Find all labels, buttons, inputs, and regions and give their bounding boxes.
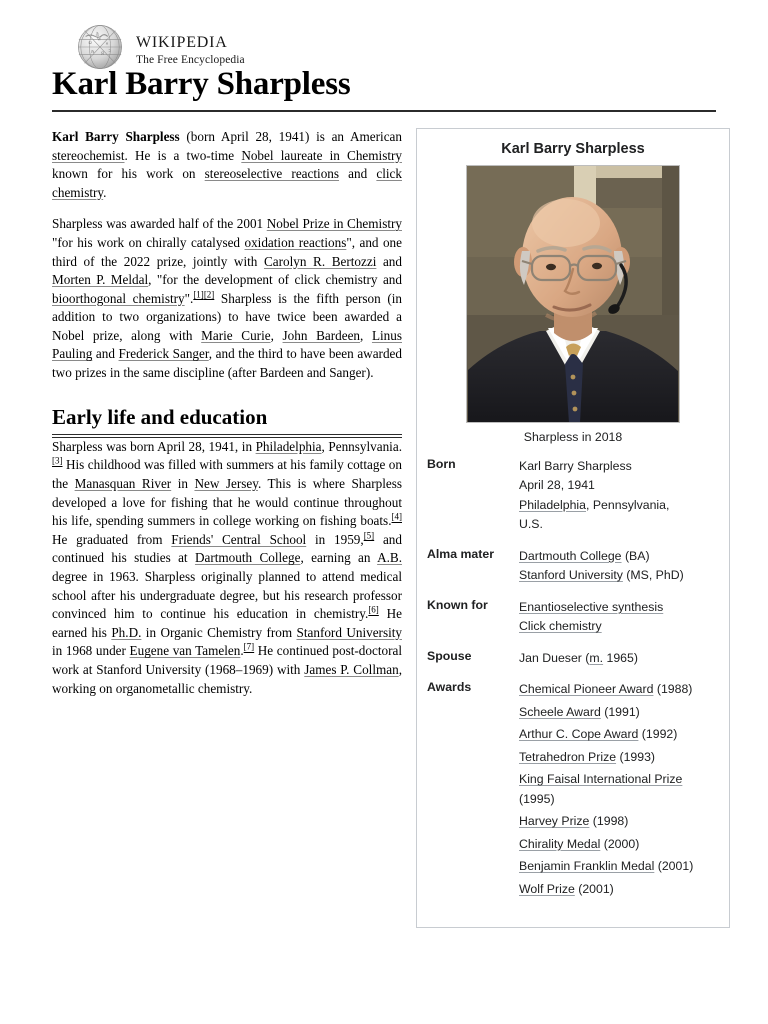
link-enantioselective-synthesis[interactable]: Enantioselective synthesis	[519, 599, 664, 614]
infobox-title: Karl Barry Sharpless	[501, 140, 645, 157]
lead-paragraph-1	[52, 128, 402, 202]
reference-7[interactable]	[244, 642, 255, 652]
text-run: (1998)	[589, 814, 629, 829]
text-run: ,	[360, 327, 372, 343]
reference-link[interactable]: [5]	[363, 530, 375, 541]
link-chemical-pioneer-award[interactable]: Chemical Pioneer Award	[519, 682, 654, 697]
infobox-row-awards	[425, 677, 721, 911]
text-run: Sharpless was awarded half of the 2001	[52, 216, 267, 232]
link-benjamin-franklin-medal[interactable]: Benjamin Franklin Medal	[519, 859, 655, 874]
link-chirality-medal[interactable]: Chirality Medal	[519, 836, 601, 851]
alma-mater-1	[519, 547, 719, 567]
infobox-image-wrap	[425, 165, 721, 425]
text-run: , Pennsylvania,	[586, 497, 670, 512]
text-run: in 1959,	[306, 531, 364, 547]
text-run: degree in 1963. Sharpless originally planned to attend medical school after his undergraduate degree, but his research professor convinced him to continue his education in chemistry.	[52, 569, 402, 622]
text-run: and	[376, 253, 402, 269]
text-run: , "for the development of click chemistry and	[148, 272, 402, 288]
link-harvey-prize[interactable]: Harvey Prize	[519, 814, 590, 829]
page-title: Karl Barry Sharpless	[52, 66, 351, 102]
svg-text:Ω: Ω	[88, 40, 92, 46]
link-phd[interactable]: Ph.D.	[111, 624, 142, 640]
text-run: (1992)	[638, 727, 678, 742]
link-carolyn-bertozzi[interactable]: Carolyn R. Bertozzi	[263, 253, 377, 269]
link-philadelphia-infobox[interactable]: Philadelphia	[519, 497, 587, 512]
infobox-row-born	[425, 454, 721, 544]
text-run: He graduated from	[52, 531, 172, 547]
text-run: , working on organometallic chemistry.	[52, 661, 402, 696]
born-name: Karl Barry Sharpless	[519, 458, 632, 473]
text-run: , Pennsylvania.	[321, 438, 402, 454]
text-run: in	[171, 476, 195, 492]
text-run: , and the third to have been awarded two prizes in the same discipline (after Bardeen and Sanger).	[52, 346, 402, 381]
link-john-bardeen[interactable]: John Bardeen	[282, 327, 361, 343]
link-eugene-van-tamelen[interactable]: Eugene van Tamelen	[129, 643, 241, 659]
link-stereochemist[interactable]: stereochemist	[52, 147, 125, 163]
award-item	[519, 680, 719, 700]
reference-link[interactable]: [1]	[193, 289, 204, 300]
reference-link[interactable]: [4]	[391, 511, 402, 522]
link-linus-pauling[interactable]: Linus Pauling	[52, 327, 402, 362]
site-header	[0, 0, 768, 67]
infobox-value-born	[519, 454, 721, 544]
reference-3[interactable]	[52, 456, 63, 466]
link-oxidation-reactions[interactable]: oxidation reactions	[244, 234, 347, 250]
link-tetrahedron-prize[interactable]: Tetrahedron Prize	[519, 749, 617, 764]
link-frederick-sanger[interactable]: Frederick Sanger	[118, 346, 209, 362]
link-stanford-university-infobox[interactable]: Stanford University	[519, 568, 623, 583]
reference-6[interactable]	[368, 605, 379, 615]
text-run: (born April 28, 1941) is an American	[179, 128, 402, 144]
text-run: His childhood was filled with summers at his family cottage on the	[52, 457, 402, 492]
text-run: ".	[184, 290, 194, 306]
award-item	[519, 703, 719, 723]
link-stereoselective-reactions[interactable]: stereoselective reactions	[204, 166, 340, 182]
svg-text:ב: ב	[108, 47, 111, 53]
infobox-label-known-for: Known for	[427, 597, 488, 612]
infobox-value-alma-mater	[519, 544, 721, 595]
text-run: . This is where Sharpless developed a love for fishing that he would continue throughout his life, spending summers in college working on fishing boats.	[52, 476, 402, 529]
infobox-row-spouse	[425, 646, 721, 678]
text-run: known for his work on	[52, 166, 205, 182]
subject-name: Karl Barry Sharpless	[52, 128, 180, 144]
text-run: Sharpless is the fifth person (in addition to two organizations) to have twice been awarded a Nobel prize, along with	[52, 290, 403, 343]
born-date: April 28, 1941	[519, 478, 595, 493]
link-nobel-prize-chemistry[interactable]: Nobel Prize in Chemistry	[266, 216, 402, 232]
award-item	[519, 835, 719, 855]
infobox-label-spouse: Spouse	[427, 648, 472, 663]
spouse-name: Jan Dueser (	[519, 650, 590, 665]
infobox-label-alma-mater: Alma mater	[427, 546, 494, 561]
title-divider	[52, 110, 716, 112]
text-run: .	[240, 643, 244, 659]
text-run: "for his work on chirally catalysed	[52, 234, 245, 250]
infobox-row-alma-mater	[425, 544, 721, 595]
text-run: (2001)	[574, 881, 614, 896]
spouse-value	[519, 649, 719, 669]
link-nobel-laureate-chemistry[interactable]: Nobel laureate in Chemistry	[241, 147, 402, 163]
wordmark-tagline: The Free Encyclopedia	[136, 54, 245, 67]
content-area	[0, 128, 768, 928]
text-run: Sharpless was born April 28, 1941, in	[52, 438, 256, 454]
reference-link[interactable]: [3]	[52, 456, 63, 467]
infobox-label-born: Born	[427, 456, 456, 471]
svg-text:и: и	[105, 40, 109, 46]
born-country: U.S.	[519, 517, 543, 532]
infobox-value-spouse	[519, 646, 721, 678]
reference-link[interactable]: [6]	[368, 604, 379, 615]
text-run: 1965)	[603, 650, 638, 665]
infobox-row-known-for	[425, 595, 721, 646]
reference-1[interactable]	[193, 289, 214, 299]
svg-text:Я: Я	[100, 50, 104, 56]
infobox-label-awards: Awards	[427, 680, 472, 695]
link-friends-central-school[interactable]: Friends' Central School	[171, 531, 307, 547]
wordmark-text: wikipedia	[136, 27, 228, 53]
text-run: in 1968 under	[52, 643, 130, 659]
portrait-photo[interactable]	[466, 165, 680, 423]
text-run: and continued his studies at	[52, 531, 402, 566]
article-body	[52, 128, 402, 711]
alma-mater-2	[519, 566, 719, 586]
reference-5[interactable]	[364, 530, 375, 540]
text-run: (BA)	[621, 548, 650, 563]
text-run: He earned his	[52, 606, 402, 640]
text-run: and	[92, 346, 119, 362]
link-morten-meldal[interactable]: Morten P. Meldal	[52, 272, 149, 288]
infobox-table	[425, 454, 721, 912]
infobox-column	[416, 128, 730, 928]
text-run: (1991)	[600, 704, 640, 719]
link-marie-curie[interactable]: Marie Curie	[201, 327, 271, 343]
text-run: , earning an	[300, 550, 378, 566]
reference-link[interactable]: [7]	[243, 641, 255, 652]
award-item	[519, 725, 719, 745]
link-scheele-award[interactable]: Scheele Award	[519, 704, 601, 719]
link-philadelphia[interactable]: Philadelphia	[255, 438, 322, 454]
text-run: ,	[270, 327, 283, 343]
text-run: . He is a two-time	[124, 147, 242, 163]
svg-text:W: W	[97, 36, 102, 42]
link-married-abbr[interactable]: m.	[589, 650, 604, 665]
svg-text:ክ: ክ	[91, 48, 94, 54]
reference-link[interactable]: [2]	[203, 289, 215, 300]
award-item	[519, 770, 719, 809]
svg-text:あ: あ	[95, 31, 100, 37]
link-stanford-university[interactable]: Stanford University	[296, 624, 402, 640]
award-item	[519, 857, 719, 877]
known-for-2	[519, 617, 719, 637]
text-run: (1995)	[519, 791, 555, 806]
link-james-collman[interactable]: James P. Collman	[304, 661, 399, 677]
infobox-image-caption: Sharpless in 2018	[523, 429, 623, 444]
link-manasquan-river[interactable]: Manasquan River	[74, 476, 172, 492]
text-run: ", and one third of the 2022 prize, jointly with	[52, 234, 403, 269]
link-ab-degree[interactable]: A.B.	[377, 550, 403, 566]
link-bioorthogonal-chemistry[interactable]: bioorthogonal chemistry	[52, 290, 185, 306]
text-run: (2001)	[654, 859, 694, 874]
link-click-chemistry-infobox[interactable]: Click chemistry	[519, 619, 602, 634]
lead-paragraph-2	[52, 215, 402, 382]
link-king-faisal-prize[interactable]: King Faisal International Prize	[519, 772, 683, 787]
link-dartmouth-college[interactable]: Dartmouth College	[194, 550, 301, 566]
link-dartmouth-college-infobox[interactable]: Dartmouth College	[519, 548, 622, 563]
reference-4[interactable]	[392, 512, 403, 522]
infobox-value-awards	[519, 677, 721, 911]
award-item	[519, 880, 719, 900]
infobox	[416, 128, 730, 928]
text-run: and	[339, 166, 377, 182]
known-for-1	[519, 598, 719, 618]
text-run: (1988)	[653, 682, 693, 697]
award-item	[519, 748, 719, 768]
infobox-value-known-for	[519, 595, 721, 646]
text-run: (2000)	[600, 836, 640, 851]
site-wordmark	[136, 26, 245, 68]
born-place	[519, 496, 719, 516]
link-click-chemistry[interactable]: click chemistry	[52, 166, 402, 200]
link-new-jersey[interactable]: New Jersey	[194, 476, 258, 492]
text-run: in Organic Chemistry from	[141, 624, 297, 640]
text-run: (MS, PhD)	[622, 568, 684, 583]
text-run: (1993)	[616, 749, 656, 764]
link-arthur-cope-award[interactable]: Arthur C. Cope Award	[519, 727, 639, 742]
section-paragraph-early-life	[52, 438, 402, 698]
link-wolf-prize[interactable]: Wolf Prize	[519, 881, 575, 896]
text-run: He continued post-doctoral work at Stanford University (1968–1969) with	[52, 643, 402, 677]
wikipedia-globe-icon	[76, 23, 124, 71]
award-item	[519, 812, 719, 832]
text-run: .	[103, 184, 107, 200]
section-heading-early-life: Early life and education	[52, 404, 268, 429]
